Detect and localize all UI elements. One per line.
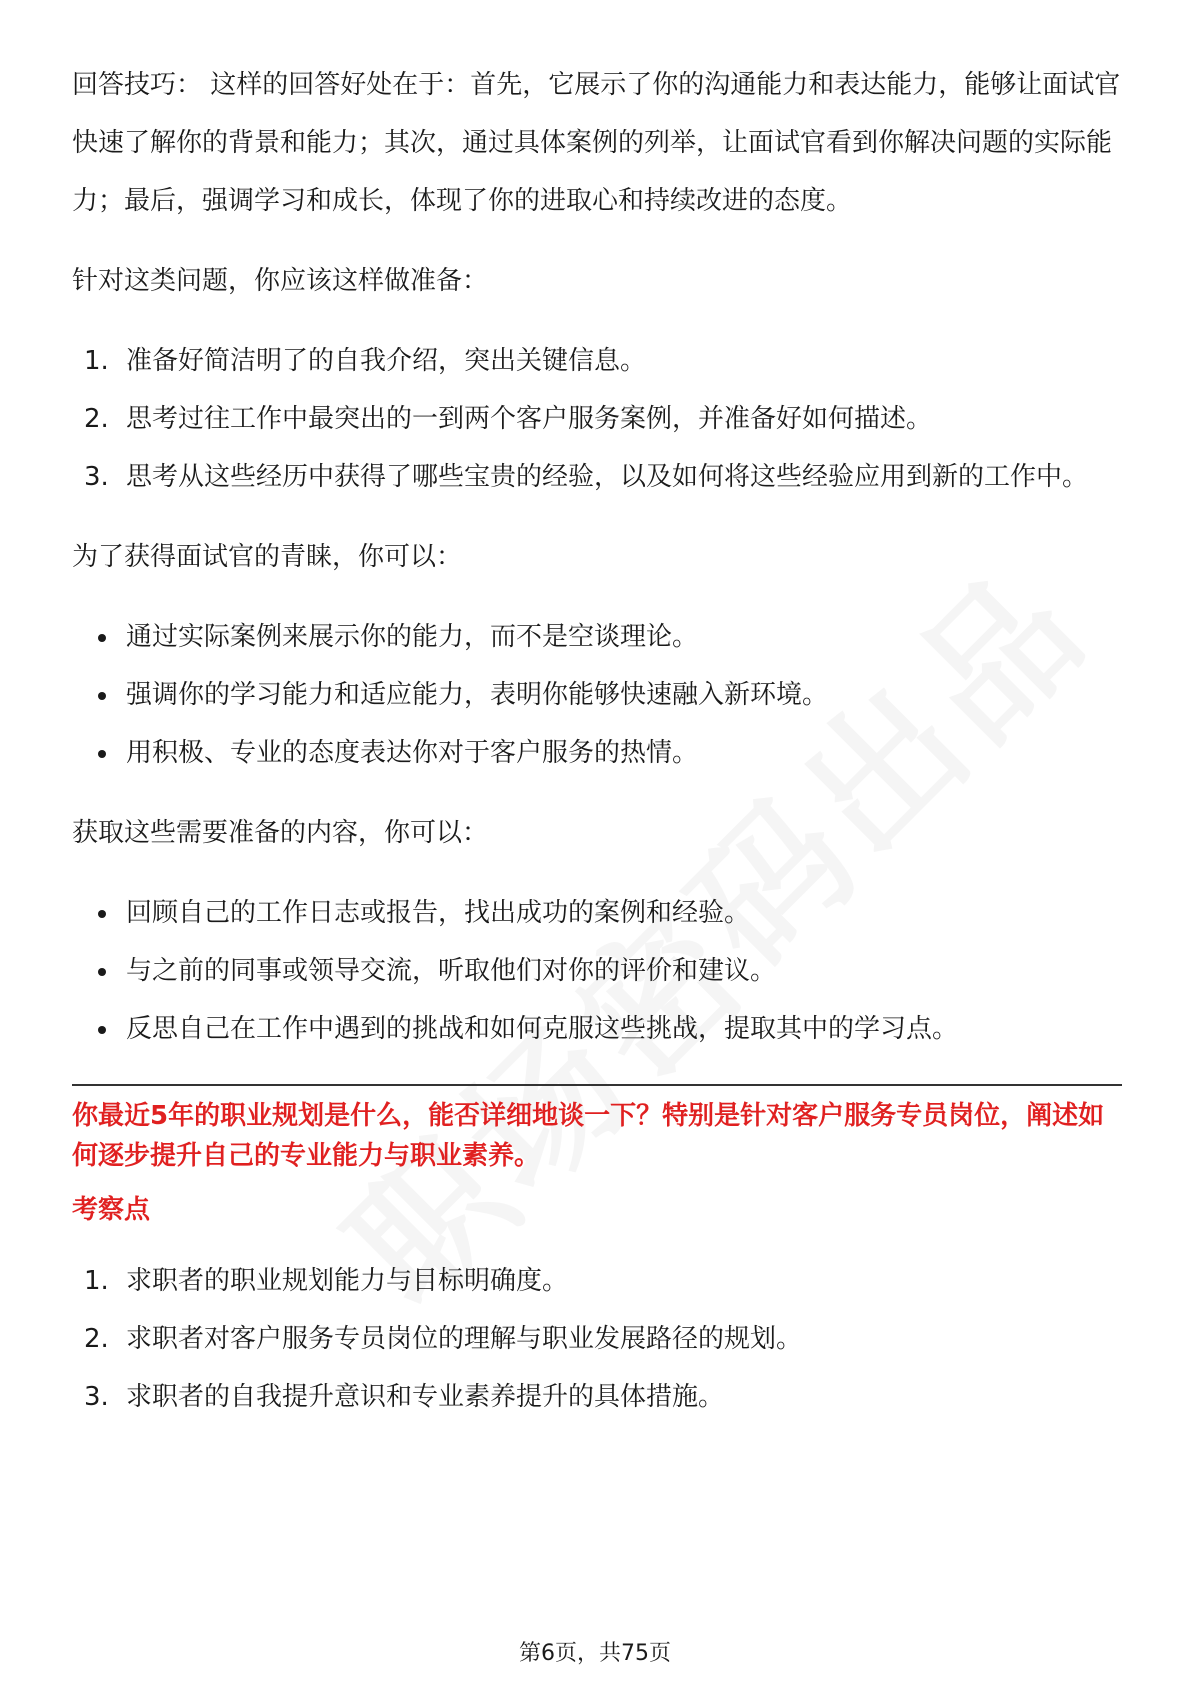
bullet-icon [98, 692, 106, 700]
section-divider [72, 1084, 1122, 1086]
list-item [72, 942, 1122, 1000]
bullet-icon [98, 968, 106, 976]
list-item [72, 1310, 1122, 1368]
list-item [72, 1252, 1122, 1310]
favor-heading: 为了获得面试官的青睐，你可以： [72, 542, 463, 572]
list-item-text: 回顾自己的工作日志或报告，找出成功的案例和经验。 [126, 898, 751, 928]
list-number: 1. [84, 1266, 109, 1296]
list-number: 1. [84, 346, 109, 376]
list-item-text: 强调你的学习能力和适应能力，表明你能够快速融入新环境。 [126, 680, 829, 710]
answer-tip-paragraph: 回答技巧： 这样的回答好处在于：首先，它展示了你的沟通能力和表达能力，能够让面试官快速了解你的背景和能力；其次，通过具体案例的列举，让面试官看到你解决问题的实际能力；最后，强调学习和成长，体现了你的进取心和持续改进的态度。 [72, 70, 1121, 216]
bullet-icon [98, 1026, 106, 1034]
list-item [72, 1368, 1122, 1426]
list-item [72, 666, 1122, 724]
list-item [72, 448, 1122, 506]
list-item-text: 求职者的职业规划能力与目标明确度。 [126, 1266, 569, 1296]
assessment-list [72, 1252, 1122, 1426]
prep-heading: 针对这类问题，你应该这样做准备： [72, 266, 489, 296]
list-item [72, 608, 1122, 666]
bullet-icon [98, 634, 106, 642]
list-item-text: 反思自己在工作中遇到的挑战和如何克服这些挑战，提取其中的学习点。 [126, 1014, 959, 1044]
list-item [72, 332, 1122, 390]
list-item-text: 准备好简洁明了的自我介绍，突出关键信息。 [126, 346, 647, 376]
page-content [72, 56, 1122, 1426]
list-item [72, 724, 1122, 782]
question-title: 你最近5年的职业规划是什么，能否详细地谈一下？特别是针对客户服务专员岗位，阐述如何逐步提升自己的专业能力与职业素养。 [72, 1101, 1105, 1171]
list-item-text: 思考过往工作中最突出的一到两个客户服务案例，并准备好如何描述。 [126, 404, 933, 434]
favor-list [72, 608, 1122, 782]
list-number: 2. [84, 404, 109, 434]
obtain-list [72, 884, 1122, 1058]
list-item-text: 用积极、专业的态度表达你对于客户服务的热情。 [126, 738, 699, 768]
list-item-text: 与之前的同事或领导交流，听取他们对你的评价和建议。 [126, 956, 777, 986]
obtain-heading: 获取这些需要准备的内容，你可以： [72, 818, 489, 848]
bullet-icon [98, 750, 106, 758]
list-number: 2. [84, 1324, 109, 1354]
assessment-label: 考察点 [72, 1195, 151, 1225]
list-item [72, 884, 1122, 942]
page-number: 第6页，共75页 [519, 1641, 671, 1666]
list-item [72, 390, 1122, 448]
list-item-text: 求职者对客户服务专员岗位的理解与职业发展路径的规划。 [126, 1324, 803, 1354]
list-item [72, 1000, 1122, 1058]
list-item-text: 求职者的自我提升意识和专业素养提升的具体措施。 [126, 1382, 725, 1412]
list-number: 3. [84, 462, 109, 492]
list-item-text: 思考从这些经历中获得了哪些宝贵的经验，以及如何将这些经验应用到新的工作中。 [126, 462, 1089, 492]
prep-list [72, 332, 1122, 506]
bullet-icon [98, 910, 106, 918]
list-item-text: 通过实际案例来展示你的能力，而不是空谈理论。 [126, 622, 699, 652]
list-number: 3. [84, 1382, 109, 1412]
